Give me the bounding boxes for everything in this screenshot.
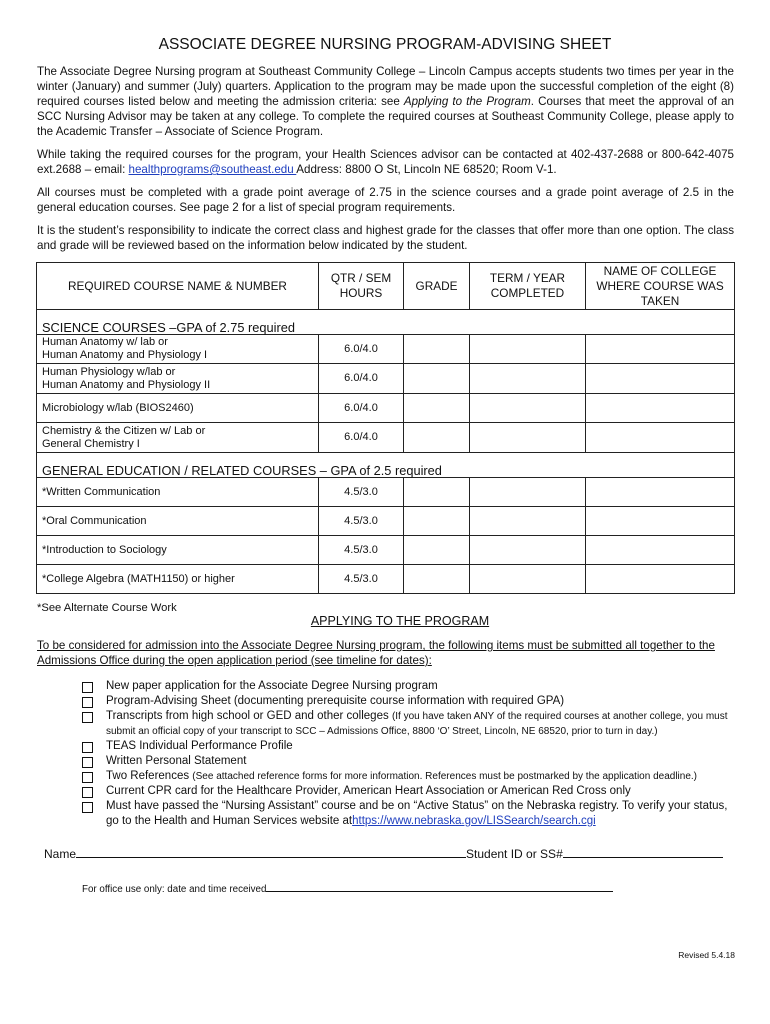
table-row bbox=[37, 394, 735, 423]
checkbox[interactable] bbox=[82, 682, 93, 693]
alternate-course-note: *See Alternate Course Work bbox=[37, 602, 177, 614]
list-item bbox=[82, 754, 742, 769]
term-cell[interactable] bbox=[470, 536, 586, 565]
general-section-heading: GENERAL EDUCATION / RELATED COURSES – GPA of 2.5 required bbox=[37, 453, 735, 478]
hours-header: QTR / SEM HOURS bbox=[319, 263, 404, 310]
advisor-address-text: Address: 8800 O St, Lincoln NE 68520; Room V-1. bbox=[296, 163, 557, 176]
list-item bbox=[82, 739, 742, 754]
intro-p1-text-end: . Courses that meet the approval of an SCC Nursing Advisor may be taken at any college. To complete the required courses at Southeast Community College, please apply to the Academic Transfer – Associate of Science Program. bbox=[37, 95, 734, 138]
required-courses-table bbox=[36, 262, 735, 594]
general-section-row bbox=[37, 453, 735, 478]
term-cell[interactable] bbox=[470, 423, 586, 453]
list-item-text bbox=[106, 694, 564, 709]
college-header: NAME OF COLLEGE WHERE COURSE WAS TAKEN bbox=[586, 263, 735, 310]
grade-cell[interactable] bbox=[404, 536, 470, 565]
hours-cell: 6.0/4.0 bbox=[319, 335, 404, 364]
course-cell: *Oral Communication bbox=[37, 507, 319, 536]
student-id-label: Student ID or SS# bbox=[466, 847, 563, 861]
list-item-text bbox=[106, 739, 293, 754]
grade-cell[interactable] bbox=[404, 507, 470, 536]
list-item-text bbox=[106, 784, 631, 799]
grade-cell[interactable] bbox=[404, 364, 470, 394]
grade-cell[interactable] bbox=[404, 423, 470, 453]
intro-paragraph-2 bbox=[37, 147, 734, 177]
course-name-line: Human Anatomy and Physiology II bbox=[42, 378, 211, 391]
checkbox[interactable] bbox=[82, 787, 93, 798]
office-use-row bbox=[82, 882, 613, 895]
term-cell[interactable] bbox=[470, 507, 586, 536]
signature-line-row bbox=[44, 846, 723, 861]
college-cell[interactable] bbox=[586, 394, 735, 423]
list-item bbox=[82, 694, 742, 709]
applying-intro: To be considered for admission into the Associate Degree Nursing program, the following items must be submitted all together to the Admissions Office during the open application period (see timeline for dates): bbox=[37, 639, 715, 667]
college-cell[interactable] bbox=[586, 364, 735, 394]
course-name-line: Human Anatomy w/ lab or bbox=[42, 336, 168, 348]
list-item bbox=[82, 799, 742, 829]
item-note: (If you have taken ANY of the required courses at another college, you must submit an official copy of your transcript to SCC – Admissions Office, 8800 ‘O’ Street, Lincoln, NE 68520, prior to turn in day.) bbox=[106, 711, 728, 737]
intro-paragraph-4: It is the student’s responsibility to indicate the correct class and highest grade for the classes that offer more than one option. The class and grade will be reviewed based on the information below indicated by the student. bbox=[37, 224, 734, 252]
applying-reference: Applying to the Program bbox=[403, 95, 531, 108]
term-cell[interactable] bbox=[470, 364, 586, 394]
grade-cell[interactable] bbox=[404, 335, 470, 364]
item-main-text: Program-Advising Sheet (documenting prerequisite course information with required GPA) bbox=[106, 695, 565, 707]
list-item-text bbox=[106, 709, 742, 739]
course-name-header: REQUIRED COURSE NAME & NUMBER bbox=[37, 263, 319, 310]
term-cell[interactable] bbox=[470, 478, 586, 507]
college-cell[interactable] bbox=[586, 536, 735, 565]
item-main-text: Two References bbox=[106, 770, 193, 782]
course-name-line: Chemistry & the Citizen w/ Lab or bbox=[42, 424, 206, 437]
list-item-text bbox=[106, 769, 697, 784]
term-cell[interactable] bbox=[470, 565, 586, 594]
checkbox[interactable] bbox=[82, 757, 93, 768]
name-field[interactable] bbox=[76, 846, 466, 858]
student-id-field[interactable] bbox=[563, 846, 723, 858]
table-row bbox=[37, 507, 735, 536]
table-row bbox=[37, 536, 735, 565]
hours-cell: 6.0/4.0 bbox=[319, 364, 404, 394]
office-use-field[interactable] bbox=[266, 882, 613, 892]
item-main-text: TEAS Individual Performance Profile bbox=[106, 740, 293, 752]
hours-cell: 6.0/4.0 bbox=[319, 423, 404, 453]
hours-cell: 4.5/3.0 bbox=[319, 565, 404, 594]
term-cell[interactable] bbox=[470, 394, 586, 423]
college-cell[interactable] bbox=[586, 507, 735, 536]
table-row bbox=[37, 565, 735, 594]
checkbox[interactable] bbox=[82, 742, 93, 753]
list-item-text bbox=[106, 679, 438, 694]
advisor-contact-text: While taking the required courses for the program, your Health Sciences advisor can be contacted at 402-437-2688 or 800-642-4075 ext.2688 – email: bbox=[37, 148, 734, 176]
hours-cell: 4.5/3.0 bbox=[319, 478, 404, 507]
item-main-text: Must have passed the “Nursing Assistant” course and be on “Active Status” on the Nebraska registry. To verify your status, go to the Health and Human Services website at bbox=[106, 800, 728, 827]
science-section-heading: SCIENCE COURSES –GPA of 2.75 required bbox=[37, 310, 735, 335]
table-row bbox=[37, 364, 735, 394]
intro-p1-text: The Associate Degree Nursing program at Southeast Community College – Lincoln Campus accepts students two times per year in the winter (January) and summer (July) quarters. Application to the program may be made upon the successful completion of the eight (8) required courses listed below and meeting the admission criteria: see bbox=[37, 65, 734, 108]
item-note: (See attached reference forms for more information. References must be postmarked by the application deadline.) bbox=[192, 771, 697, 782]
table-row bbox=[37, 423, 735, 453]
item-main-text: Current CPR card for the Healthcare Provider, American Heart Association or American Red Cross only bbox=[106, 785, 631, 797]
list-item-text bbox=[106, 799, 742, 829]
submission-checklist bbox=[82, 679, 742, 829]
college-cell[interactable] bbox=[586, 478, 735, 507]
table-header-row bbox=[37, 263, 735, 310]
list-item bbox=[82, 679, 742, 694]
course-cell: *Introduction to Sociology bbox=[37, 536, 319, 565]
list-item bbox=[82, 709, 742, 739]
course-cell: *College Algebra (MATH1150) or higher bbox=[37, 565, 319, 594]
name-label: Name bbox=[44, 847, 77, 861]
registry-link[interactable]: https://www.nebraska.gov/LISSearch/search.cgi bbox=[352, 815, 596, 827]
course-cell: *Written Communication bbox=[37, 478, 319, 507]
table-row bbox=[37, 478, 735, 507]
item-main-text: New paper application for the Associate Degree Nursing program bbox=[106, 680, 438, 692]
office-use-label: For office use only: date and time received bbox=[82, 884, 267, 895]
course-cell bbox=[37, 335, 319, 364]
checkbox[interactable] bbox=[82, 697, 93, 708]
advisor-email-link[interactable]: healthprograms@southeast.edu bbox=[128, 163, 297, 176]
hours-cell: 4.5/3.0 bbox=[319, 536, 404, 565]
revision-date: Revised 5.4.18 bbox=[678, 950, 735, 960]
term-cell[interactable] bbox=[470, 335, 586, 364]
checkbox[interactable] bbox=[82, 712, 93, 723]
grade-header: GRADE bbox=[404, 263, 470, 310]
college-cell[interactable] bbox=[586, 423, 735, 453]
applying-heading: APPLYING TO THE PROGRAM bbox=[310, 614, 490, 628]
grade-cell[interactable] bbox=[404, 394, 470, 423]
intro-paragraph-1 bbox=[37, 64, 734, 139]
term-header: TERM / YEAR COMPLETED bbox=[470, 263, 586, 310]
table-row bbox=[37, 335, 735, 364]
list-item bbox=[82, 784, 742, 799]
science-section-row bbox=[37, 310, 735, 335]
course-name-line: General Chemistry I bbox=[42, 437, 140, 450]
item-main-text: Transcripts from high school or GED and other colleges bbox=[106, 710, 392, 722]
course-name-line: Human Anatomy and Physiology I bbox=[42, 349, 208, 361]
page-title: ASSOCIATE DEGREE NURSING PROGRAM-ADVISING SHEET bbox=[158, 36, 612, 53]
checkbox[interactable] bbox=[82, 772, 93, 783]
course-name-line: Human Physiology w/lab or bbox=[42, 365, 176, 378]
checkbox[interactable] bbox=[82, 802, 93, 813]
college-cell[interactable] bbox=[586, 335, 735, 364]
intro-paragraph-3: All courses must be completed with a grade point average of 2.75 in the science courses and a grade point average of 2.5 in the general education courses. See page 2 for a list of special program requirements. bbox=[37, 186, 734, 214]
hours-cell: 6.0/4.0 bbox=[319, 394, 404, 423]
course-cell bbox=[37, 364, 319, 394]
hours-cell: 4.5/3.0 bbox=[319, 507, 404, 536]
list-item bbox=[82, 769, 742, 784]
item-main-text: Written Personal Statement bbox=[106, 755, 247, 767]
grade-cell[interactable] bbox=[404, 478, 470, 507]
list-item-text bbox=[106, 754, 246, 769]
college-cell[interactable] bbox=[586, 565, 735, 594]
grade-cell[interactable] bbox=[404, 565, 470, 594]
course-cell bbox=[37, 423, 319, 453]
course-cell: Microbiology w/lab (BIOS2460) bbox=[37, 394, 319, 423]
